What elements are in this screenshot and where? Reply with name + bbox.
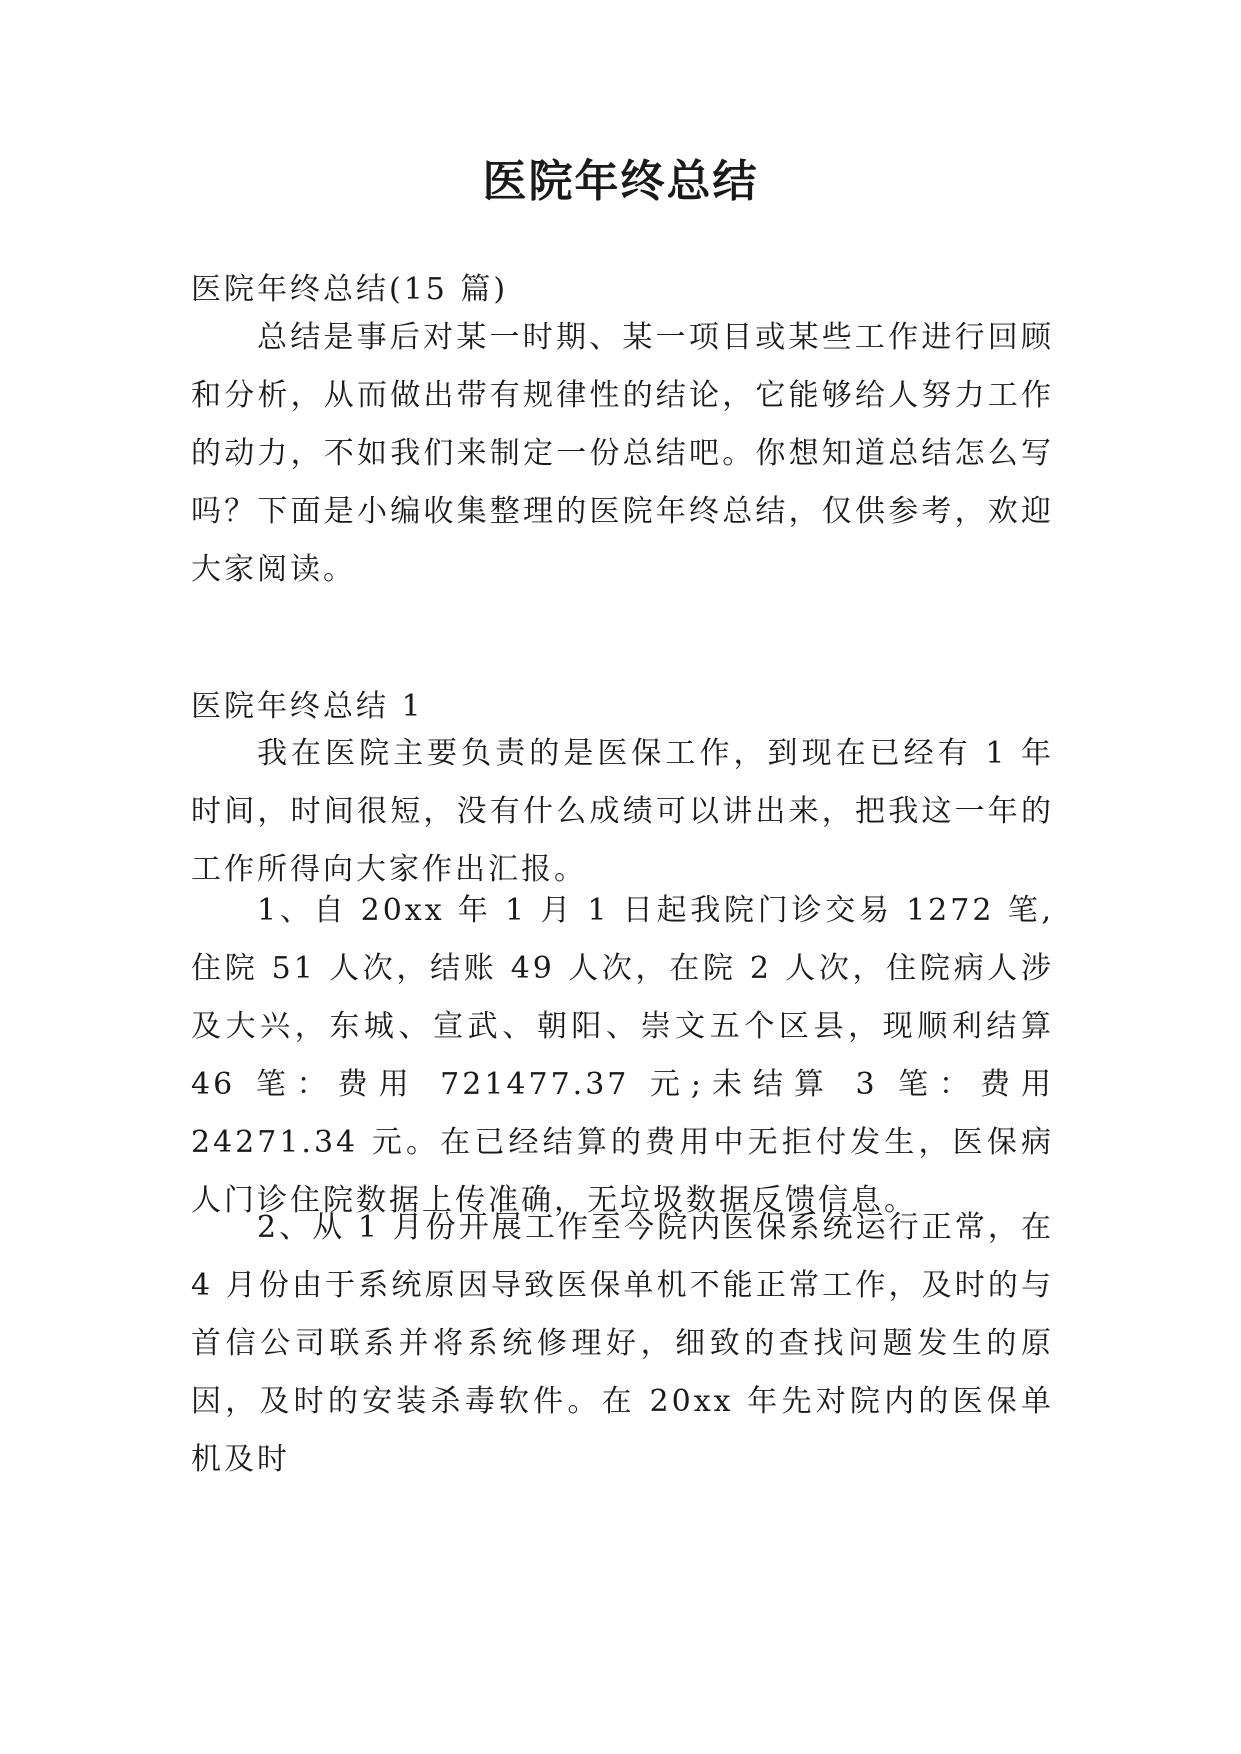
intro-paragraph: 总结是事后对某一时期、某一项目或某些工作进行回顾和分析，从而做出带有规律性的结论，它能够给人努力工作的动力，不如我们来制定一份总结吧。你想知道总结怎么写吗？下面是小编收集整理的医院年终总结，仅供参考，欢迎大家阅读。 bbox=[191, 320, 1054, 587]
document-subtitle: 医院年终总结(15 篇) bbox=[191, 272, 509, 307]
document-title: 医院年终总结 bbox=[482, 156, 759, 207]
section-heading: 医院年终总结 1 bbox=[191, 689, 424, 724]
body-paragraph-1: 我在医院主要负责的是医保工作，到现在已经有 1 年时间，时间很短，没有什么成绩可以讲出来，把我这一年的工作所得向大家作出汇报。 bbox=[191, 736, 1054, 887]
body-paragraph-2: 1、自 20xx 年 1 月 1 日起我院门诊交易 1272 笔,住院 51 人次，结账 49 人次，在院 2 人次，住院病人涉及大兴，东城、宣武、朝阳、崇文五个区县，现顺利结算 46 笔：费用 721477.37 元;未结算 3 笔：费用 24271.34 元。在已经结算的费用中无拒付发生，医保病人门诊住院数据上传准确，无垃圾数据反馈信息。 bbox=[191, 893, 1054, 1218]
body-paragraph-3: 2、从 1 月份开展工作至今院内医保系统运行正常，在 4 月份由于系统原因导致医保单机不能正常工作，及时的与首信公司联系并将系统修理好，细致的查找问题发生的原因，及时的安装杀毒软件。在 20xx 年先对院内的医保单机及时 bbox=[191, 1210, 1054, 1477]
